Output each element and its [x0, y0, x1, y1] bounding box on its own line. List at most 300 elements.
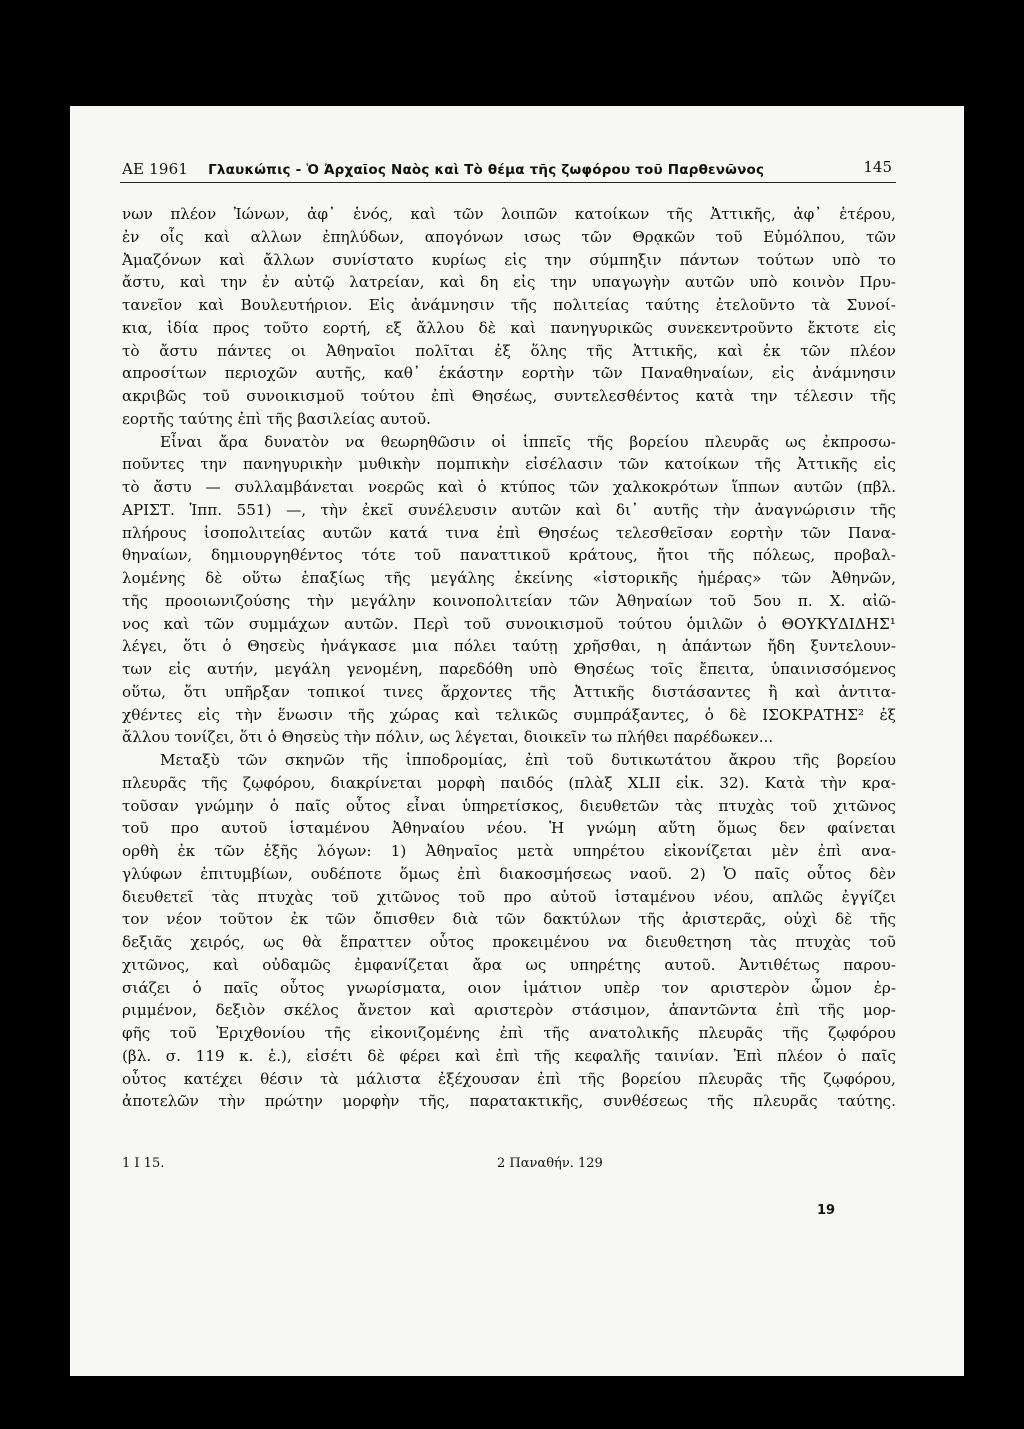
word: πάντες: [217, 341, 272, 360]
text-line: [122, 726, 896, 749]
word: τοῦ: [202, 387, 230, 405]
word: καὶ: [454, 705, 481, 724]
word: περιοχῶν: [224, 364, 298, 383]
text-line: [122, 362, 896, 385]
word: αυτοῦ.: [664, 955, 716, 974]
word: μια: [412, 637, 439, 656]
word: ἐκ: [762, 341, 781, 360]
word: ἐπὶ: [496, 523, 521, 542]
document-page: [70, 106, 964, 1376]
text-line: [122, 954, 896, 977]
word: χιτῶνος: [376, 887, 440, 906]
word: αυτῶν: [684, 273, 735, 292]
word: 32).: [719, 773, 750, 792]
word: σ.: [165, 1046, 181, 1065]
word: κοινοπολιτείαν: [432, 591, 553, 610]
word: κατοίκων: [574, 205, 650, 223]
word: οὐχὶ: [783, 910, 818, 929]
word: ισως: [523, 227, 562, 246]
word: τῆς: [266, 409, 293, 428]
word: τέλεσιν: [794, 387, 854, 405]
word: ζῳφόρου,: [823, 1069, 896, 1088]
word: οιον: [467, 978, 502, 997]
word: εορτὴν: [730, 523, 784, 542]
word: ἕνωσιν: [277, 705, 333, 724]
word: Ἀθηναῖος: [425, 842, 498, 860]
word: ἀναγνώρισιν: [754, 500, 856, 519]
word: ἐτελοῦντο: [715, 296, 795, 314]
word: τῆς: [782, 1024, 809, 1042]
word: τῆς: [818, 1001, 845, 1020]
word: καὶ: [437, 478, 464, 496]
word: ὅλης: [530, 341, 567, 360]
word: κρα-: [862, 773, 896, 792]
word: Ἡ: [549, 819, 565, 838]
word: νέου,: [713, 887, 754, 906]
word: Θησέως,: [471, 387, 538, 405]
word: αυτῆς,: [315, 364, 366, 383]
word: ὅτι: [183, 637, 207, 656]
word: οἱ: [491, 432, 507, 451]
word: ακριβῶς: [122, 387, 187, 405]
word: υπὸ: [529, 660, 558, 678]
word: δὲν: [869, 864, 896, 883]
word: τῶν: [581, 227, 612, 246]
word: ανατολικῆς: [588, 1024, 679, 1042]
word: προβαλ-: [834, 546, 896, 565]
word: τὴν: [820, 773, 847, 792]
word: τῶν: [618, 455, 649, 474]
word: Παναθηναίων,: [640, 364, 754, 383]
word: φέρει: [399, 1046, 441, 1065]
word: ἑ.),: [268, 1046, 292, 1065]
word: ἠνάγκασε: [320, 637, 397, 656]
word: ἐκείνης: [514, 569, 573, 587]
word: χαλκοκρότων: [612, 478, 719, 496]
word: τοῦ: [869, 933, 896, 951]
word: χειρός,: [190, 933, 245, 951]
word: τῆς: [529, 682, 556, 701]
word: κια,: [122, 318, 153, 337]
word: ἐξέχουσαν: [438, 1069, 520, 1088]
word: παιδός: [500, 773, 554, 792]
word: δεξιὸν: [215, 1001, 266, 1020]
word: Κατὰ: [764, 773, 805, 792]
word: ὅτι: [183, 682, 208, 701]
text-line: [122, 908, 896, 931]
word: χρῆσθαι,: [573, 637, 642, 656]
word: λέγεται,: [455, 728, 519, 747]
word: κεφαλῆς: [574, 1046, 641, 1065]
word: πόλεως,: [752, 546, 816, 565]
word: οὗτος: [345, 796, 391, 815]
word: ὑπαινισσόμενος: [770, 660, 896, 678]
word: ἱππεῖς: [522, 432, 572, 451]
word: —: [205, 478, 221, 496]
word: διευθετεῖ: [122, 887, 194, 906]
word: παῖς: [861, 1046, 896, 1065]
word: διακρίνεται: [330, 773, 423, 792]
word: πλήρους: [122, 523, 187, 542]
word: Χ.: [829, 591, 846, 610]
word: τῆς: [869, 500, 896, 519]
word: πλευρᾶς: [698, 1024, 763, 1042]
word: εἰκονίζεται: [663, 842, 753, 860]
text-line: [122, 1045, 896, 1068]
word: απροσίτων: [122, 364, 207, 383]
word: τοῦ: [331, 887, 359, 906]
word: ἁπάντων: [681, 637, 752, 656]
word: την: [200, 455, 228, 474]
word: τοῦ: [790, 796, 817, 815]
word: τονίζει,: [174, 728, 235, 747]
word: πάντων: [679, 250, 740, 269]
word: XLII: [627, 773, 661, 792]
word: παῖς: [223, 978, 259, 997]
word: συνέλευσιν: [407, 500, 497, 519]
word: εἶναι: [406, 796, 446, 815]
word: προ: [503, 887, 532, 906]
word: τοῦ: [566, 751, 594, 769]
word: καὶ: [455, 1046, 481, 1065]
word: καὶ: [510, 318, 537, 337]
word: συνίστατο: [332, 250, 414, 269]
word: νων: [122, 205, 153, 223]
word: μορ-: [862, 1001, 896, 1020]
text-line: [122, 317, 896, 340]
word: αυτοῦ.: [379, 409, 431, 428]
word: τὸ: [122, 341, 140, 360]
word: εἰς: [197, 705, 220, 724]
word: ἑτέρου,: [839, 205, 896, 223]
word: εορτή,: [322, 318, 372, 337]
word: διὰ: [452, 910, 478, 929]
word: Βουλευτήριον.: [240, 296, 353, 314]
word: ἄρα: [472, 955, 502, 974]
word: Θησέως: [573, 660, 635, 678]
word: ως: [785, 432, 807, 451]
word: αριστερὸν: [710, 978, 790, 997]
word: τῆς: [510, 296, 537, 314]
word: ἵππων: [732, 478, 780, 496]
word: αυτῶν: [511, 500, 562, 519]
word: συμμάχων: [248, 614, 330, 633]
word: τὴν: [218, 1092, 246, 1111]
word: παῖς: [754, 864, 790, 883]
word: κατὰ: [695, 387, 735, 405]
word: πλευρᾶς: [122, 773, 187, 792]
word: 5ου: [752, 591, 781, 610]
word: συμπράξαντες,: [573, 705, 690, 724]
word: οὗτος: [807, 864, 852, 883]
word: τῶν: [569, 478, 600, 496]
word: «ἱστορικῆς: [592, 569, 678, 587]
word: αριστερὸν: [474, 1001, 554, 1020]
word: καὶ: [410, 205, 437, 223]
text-line: [122, 453, 896, 476]
word: ἰδία: [167, 318, 199, 337]
word: καὶ: [163, 614, 190, 633]
word: πλέον: [849, 341, 896, 360]
word: ὁ: [477, 478, 487, 496]
word: Περὶ: [413, 614, 450, 633]
word: ως: [429, 728, 451, 747]
word: τω: [591, 728, 613, 747]
word: πλευρᾶς: [753, 1092, 818, 1111]
word: τῆς: [587, 432, 614, 451]
word: φῆς: [122, 1024, 151, 1042]
word: χιτῶνος,: [122, 955, 190, 974]
word: ορθὴ: [122, 842, 159, 860]
word: ζῳφόρου,: [242, 773, 316, 792]
word: αὐτοῦ: [550, 887, 597, 906]
page-header: [122, 157, 892, 183]
word: 2): [690, 864, 706, 883]
word: πτυχὰς: [795, 933, 851, 951]
footnote-2: 2 Παναθήν. 129: [497, 1156, 603, 1171]
word: ἱπποδρομίας,: [405, 751, 508, 769]
word: τοπικοί: [307, 682, 366, 701]
word: δὲ: [478, 318, 496, 337]
word: Ἀθηνῶν,: [831, 569, 896, 587]
text-line: [122, 658, 896, 681]
word: πλέον: [170, 205, 217, 223]
word: των: [122, 660, 153, 678]
word: θεωρηθῶσιν: [380, 432, 476, 451]
text-line: [122, 590, 896, 613]
word: δὲ: [205, 569, 223, 587]
word: ΘΟΥΚΥΔΙΔΗΣ¹: [781, 614, 896, 633]
word: δὲ: [729, 705, 747, 724]
word: ἀριστερᾶς,: [682, 910, 767, 929]
word: τοῦ: [122, 819, 149, 838]
word: τὴν: [713, 500, 740, 519]
word: ὁ: [267, 728, 277, 747]
word: μάλιστα: [355, 1069, 421, 1088]
word: Ἀττικῆς: [796, 455, 858, 474]
word: κτύπος: [500, 478, 556, 496]
word: καὶ: [204, 227, 230, 246]
signature-mark: 19: [817, 1203, 836, 1218]
word: καὶ: [717, 341, 744, 360]
word: καὶ: [213, 955, 239, 974]
body-text: [122, 203, 896, 1113]
word: ἐξ: [879, 705, 896, 724]
word: ἐπὶ: [775, 1001, 800, 1020]
word: ὁ: [192, 978, 202, 997]
text-line: [122, 795, 896, 818]
word: βορείου: [621, 1069, 681, 1088]
word: ταύτης: [645, 296, 700, 314]
word: να: [607, 933, 627, 951]
word: ἄνετον: [357, 1001, 412, 1020]
word: τινες: [383, 682, 424, 701]
word: ὁ: [757, 614, 767, 633]
word: χιτῶνος: [833, 796, 896, 815]
word: Ἐριχθονίου: [216, 1024, 306, 1042]
word: Ἀμαζόνων: [122, 250, 202, 269]
running-head: [122, 159, 764, 180]
word: αἰῶ-: [862, 591, 896, 610]
header-rule: [120, 182, 896, 183]
word: γνωρίσματα,: [346, 978, 446, 997]
word: Θησέως: [537, 523, 599, 542]
word: τελικῶς: [495, 705, 558, 724]
word: οὗτος: [429, 933, 475, 951]
word: οὗτος: [279, 978, 325, 997]
word: συντελεσθέντος: [553, 387, 680, 405]
word: εἰκονιζομένης: [370, 1024, 480, 1042]
word: εἰκ.: [675, 773, 705, 792]
word: γνώμη: [586, 819, 636, 838]
word: δεν: [779, 819, 806, 838]
word: συνθέσεως: [602, 1092, 688, 1111]
word: εἰς: [771, 364, 795, 383]
word: γνώμην: [194, 796, 254, 815]
word: (βλ.: [122, 1046, 152, 1065]
word: τοῦ: [715, 227, 743, 246]
word: υπηρέτης: [569, 955, 641, 974]
word: Ἐπὶ: [733, 1046, 763, 1065]
word: εἰσέλασιν: [525, 455, 603, 474]
word: δὲ: [835, 910, 853, 929]
word: οι: [291, 341, 307, 360]
word: λέγει,: [122, 637, 168, 656]
word: τὸ: [122, 478, 140, 496]
word: οὗτος: [122, 1069, 167, 1088]
word: τον: [122, 910, 149, 929]
word: Ἀθηναῖοι: [325, 341, 396, 360]
word: ἐκ: [177, 842, 196, 860]
word: πόλιν,: [375, 728, 425, 747]
word: ἐπὶ: [499, 1024, 524, 1042]
word: δεξιᾶς: [122, 933, 173, 951]
word: 1): [390, 842, 407, 860]
word: τὴν: [344, 728, 371, 747]
word: εἰς: [504, 250, 527, 269]
word: τῆς: [793, 751, 820, 769]
word: υπηρέτου: [572, 842, 645, 860]
word: ἑξῆς: [263, 842, 298, 860]
word: δὲ: [367, 1046, 385, 1065]
word: πλέον: [777, 1046, 823, 1065]
word: ἐγγίζει: [841, 887, 896, 906]
word: υπῆρξαν: [224, 682, 290, 701]
word: Εἰς: [368, 296, 395, 314]
word: πολιτείας: [553, 296, 629, 314]
word: νος: [122, 614, 149, 633]
word: συνοικισμοῦ: [505, 614, 604, 633]
text-line: [122, 886, 896, 909]
word: μεγάλης: [430, 569, 495, 587]
text-line: [122, 408, 896, 431]
word: τῆς: [869, 387, 896, 405]
word: τῶν: [237, 751, 268, 769]
word: την: [550, 273, 577, 292]
word: εορτῆς: [122, 409, 174, 428]
word: ὅμως: [399, 864, 440, 883]
word: (πβλ.: [856, 478, 896, 496]
word: τὰς: [749, 933, 777, 951]
text-line: [122, 977, 896, 1000]
word: πανηγυρικῶς: [550, 318, 653, 337]
word: τοῦσαν: [122, 796, 179, 815]
word: ἑκάστην: [438, 364, 504, 383]
word: υπὸ: [831, 250, 861, 269]
word: ὁ: [837, 1046, 847, 1065]
word: ἰσοπολιτείας: [203, 523, 306, 542]
word: Ἀττικῆς,: [632, 341, 698, 360]
word: τῆς: [324, 1024, 351, 1042]
word: κατοίκων: [664, 455, 739, 474]
text-line: [122, 635, 896, 658]
word: τούτων: [757, 250, 814, 269]
word: ἱσταμένου: [289, 819, 370, 838]
word: τοῦ: [463, 614, 491, 633]
word: Ὁ: [723, 864, 737, 883]
word: ἐκεῖ: [361, 500, 394, 519]
word: αυτῶν.: [344, 614, 399, 633]
word: καθ᾽: [384, 364, 421, 383]
word: ἐπὶ: [457, 864, 482, 883]
word: κ.: [239, 1046, 254, 1065]
word: ἔπραττεν: [340, 933, 412, 951]
word: απογόνων: [424, 227, 504, 246]
word: ξυντελουν-: [810, 637, 896, 656]
word: εἰς: [873, 318, 896, 337]
word: ἀντιτα-: [838, 682, 896, 701]
word: ἐξ: [494, 341, 511, 360]
text-line: [122, 931, 896, 954]
word: βασιλείας: [297, 409, 375, 428]
word: λατρείαν,: [349, 273, 425, 292]
word: κυρίως: [431, 250, 487, 269]
text-line: [122, 249, 896, 272]
word: φαίνεται: [827, 819, 896, 838]
word: εἰς: [513, 273, 536, 292]
word: βορείου: [629, 432, 689, 451]
word: ὄπισθεν: [373, 910, 436, 929]
text-line: [122, 544, 896, 567]
word: υπαγωγὴν: [591, 273, 671, 292]
word: ἐν: [261, 273, 280, 292]
word: τὰς: [211, 887, 240, 906]
word: κράτους,: [569, 546, 638, 565]
word: λομένης: [122, 569, 186, 587]
word: Πανα-: [847, 523, 896, 542]
word: σιάζει: [122, 978, 171, 997]
word: τῆς: [534, 1046, 561, 1065]
word: ὦμον: [811, 978, 852, 997]
word: προ: [170, 819, 199, 838]
word: στάσιμον,: [571, 1001, 651, 1020]
word: παρου-: [843, 955, 896, 974]
word: ἤδη: [767, 637, 795, 656]
word: τῆς: [348, 705, 375, 724]
word: τὰ: [811, 296, 831, 314]
text-line: [122, 226, 896, 249]
word: το: [878, 250, 896, 269]
word: μεγάλην: [350, 591, 416, 610]
word: Ἀττικῆς: [573, 682, 635, 701]
word: καὶ: [429, 1001, 456, 1020]
word: κατά: [389, 523, 428, 542]
word: ως: [263, 933, 285, 951]
text-line: [122, 567, 896, 590]
word: δακτύλων: [543, 910, 621, 929]
text-line: [122, 817, 896, 840]
word: μετὰ: [517, 842, 554, 860]
